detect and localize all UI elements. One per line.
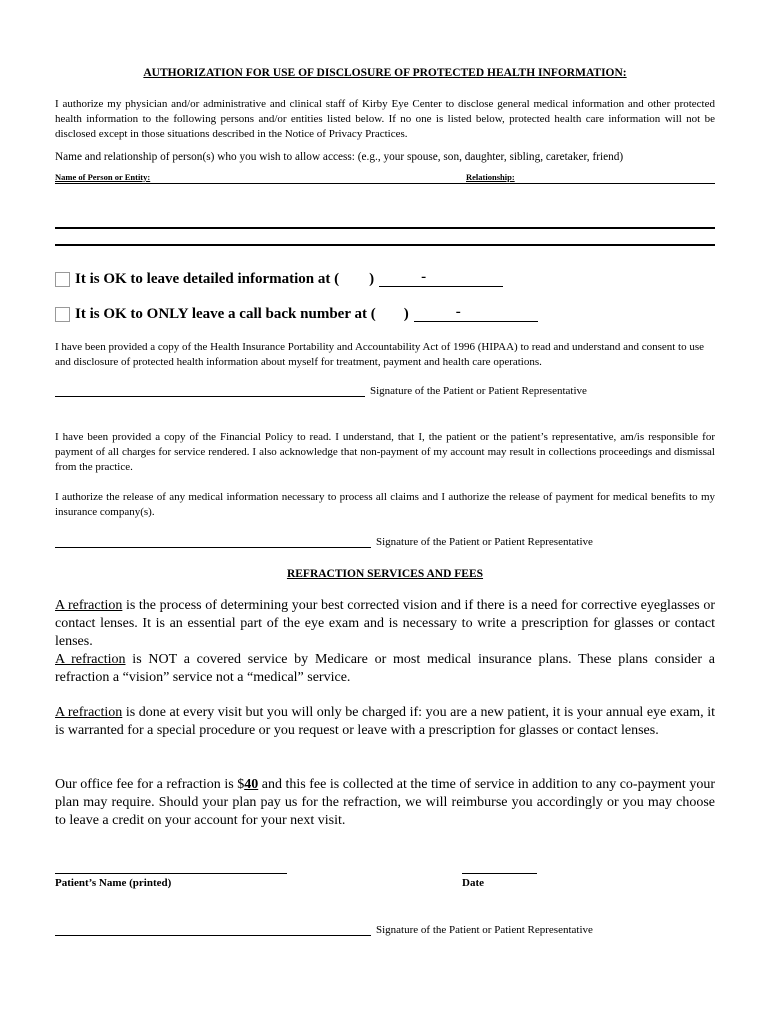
signature-row-3 [55, 923, 593, 936]
ok-callback-label: It is OK to ONLY leave a call back number at ( [75, 306, 376, 322]
entry-line-1[interactable] [55, 227, 715, 229]
date-line[interactable] [462, 873, 537, 874]
ok-detailed-label: It is OK to leave detailed information at ( [75, 271, 340, 287]
ok-detailed-row [55, 271, 503, 288]
access-prompt: Name and relationship of person(s) who you wish to allow access: (e.g., your spouse, son, daughter, sibling, caretaker, friend) [55, 151, 624, 163]
fee-text-after: and this fee is collected at the time of service in addition to any co-payment your plan may require. Should your plan pay us for the refraction, we will reimburse you accordingly or you may choose to leave a credit on your account for your next visit. [55, 777, 715, 828]
patient-name-line[interactable] [55, 873, 287, 874]
form-title: AUTHORIZATION FOR USE OF DISCLOSURE OF PROTECTED HEALTH INFORMATION: [143, 67, 627, 79]
refraction-term: A refraction [55, 598, 123, 613]
patient-name-label: Patient’s Name (printed) [55, 877, 172, 889]
refraction-paragraph-3 [55, 704, 715, 740]
signature-line-1[interactable] [55, 384, 365, 397]
relationship-header: Relationship: [466, 172, 515, 182]
fee-text-before: Our office fee for a refraction is $ [55, 777, 245, 792]
ok-callback-row [55, 306, 538, 323]
callback-phone-field[interactable] [414, 304, 538, 322]
signature-row-2 [55, 535, 593, 548]
refraction-term: A refraction [55, 652, 126, 667]
signature-label-3: Signature of the Patient or Patient Representative [376, 924, 593, 936]
detailed-phone-field[interactable] [379, 269, 503, 287]
name-of-person-header: Name of Person or Entity: [55, 172, 151, 182]
signature-row-1 [55, 384, 587, 397]
refraction-section-title: REFRACTION SERVICES AND FEES [286, 568, 484, 580]
header-rule [55, 183, 715, 184]
authorization-intro: I authorize my physician and/or administrative and clinical staff of Kirby Eye Center to disclose general medical information and other protected health information to the following persons and/or entities listed below. If no one is listed below, protected health care information will not be disclosed except in those situations described in the Notice of Privacy Practices. [55, 98, 715, 140]
refraction-p2-text: is NOT a covered service by Medicare or most medical insurance plans. These plans consider a refraction a “vision” service not a “medical” service. [55, 652, 716, 685]
refraction-p3-text: is done at every visit but you will only be charged if: you are a new patient, it is your annual eye exam, it is warranted for a special procedure or you request or leave with a prescription for glasses or contact lenses. [55, 705, 715, 738]
financial-policy-paragraph: I have been provided a copy of the Financial Policy to read. I understand, that I, the patient or the patient’s representative, am/is responsible for payment of all charges for service rendered. I also acknowledge that non-payment of my account may result in collections proceedings and dismissal from the practice. [55, 431, 715, 473]
fee-amount: 40 [244, 777, 259, 792]
refraction-term: A refraction [55, 705, 123, 720]
paren-close: ) [369, 271, 375, 287]
signature-label-2: Signature of the Patient or Patient Representative [376, 536, 593, 548]
phone-dash: - [421, 269, 427, 285]
signature-line-3[interactable] [55, 923, 371, 936]
paren-close: ) [403, 306, 409, 322]
ok-callback-checkbox[interactable] [55, 307, 70, 322]
ok-detailed-checkbox[interactable] [55, 272, 70, 287]
refraction-paragraph-2 [55, 651, 715, 687]
signature-label-1: Signature of the Patient or Patient Representative [370, 385, 587, 397]
release-paragraph: I authorize the release of any medical information necessary to process all claims and I authorize the release of payment for medical benefits to my insurance company(s). [55, 491, 715, 518]
refraction-paragraph-1 [55, 597, 715, 651]
phone-dash: - [455, 304, 461, 320]
hipaa-paragraph: I have been provided a copy of the Health Insurance Portability and Accountability Act of 1996 (HIPAA) to read and understand and consent to use and disclosure of protected health information about myself for treatment, payment and health care operations. [55, 341, 705, 368]
signature-line-2[interactable] [55, 535, 371, 548]
date-label: Date [462, 877, 484, 889]
fee-paragraph [55, 776, 715, 830]
entry-line-2[interactable] [55, 244, 715, 246]
refraction-p1-text: is the process of determining your best corrected vision and if there is a need for corrective eyeglasses or contact lenses. It is an essential part of the eye exam and is necessary to write a prescription for glasses or contact lenses. [55, 598, 715, 649]
